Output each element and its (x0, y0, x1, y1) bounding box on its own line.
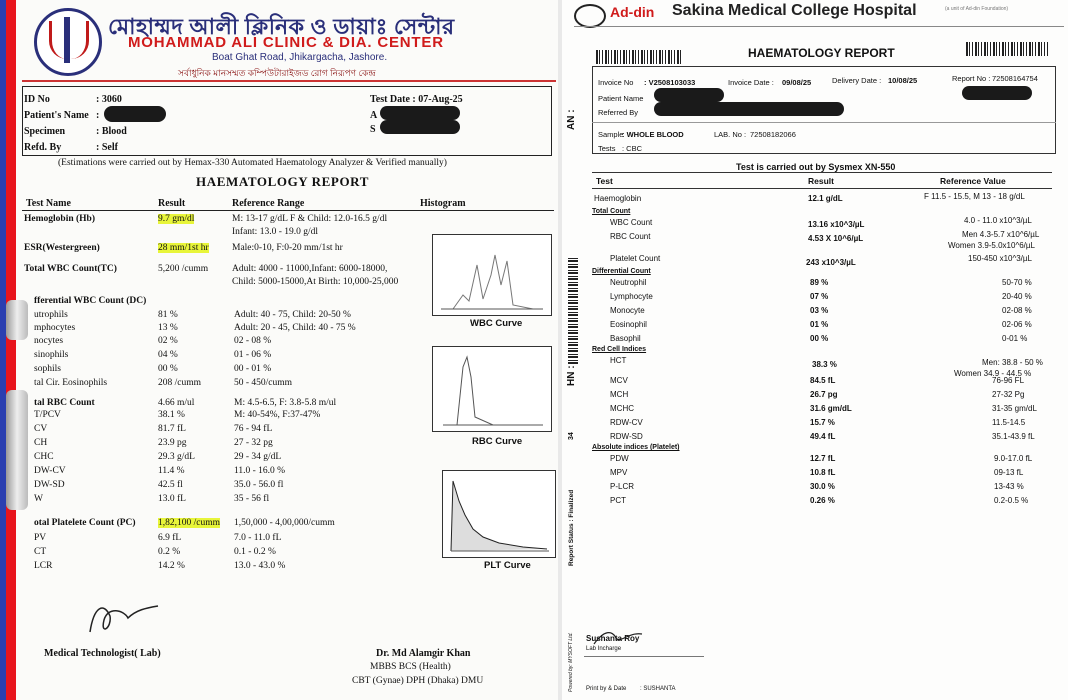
delivery-date: 10/08/25 (888, 76, 918, 85)
rbc-row-3-ref: 27 - 32 pg (234, 438, 273, 448)
rbc-row-7-ref: 35 - 56 fl (234, 494, 270, 504)
barcode-left (596, 50, 682, 64)
ref-rbc-1: Men 4.3-5.7 x10^6/µL (962, 230, 1040, 239)
dc-row-2-name: nocytes (34, 336, 64, 346)
diff-row-4-name: Basophil (610, 334, 641, 343)
patient-label: Patient's Name (24, 110, 89, 121)
redacted-patient-name (654, 88, 724, 102)
doctor-degree-1: MBBS BCS (Health) (370, 662, 451, 672)
plt-row-2-result: 0.2 % (158, 547, 181, 557)
rci-row-1-ref: 27-32 Pg (992, 390, 1025, 399)
dc-row-1-ref: Adult: 20 - 45, Child: 40 - 75 % (234, 323, 356, 333)
refd-label: Refd. By (24, 142, 62, 153)
rbc-histogram (432, 346, 552, 432)
invoice-date-label: Invoice Date : (728, 78, 774, 87)
dc-row-5-result: 208 /cumm (158, 378, 202, 388)
header-reference: Reference Value (940, 176, 1006, 186)
result-esr: 28 mm/1st hr (158, 243, 209, 253)
rci-row-2-ref: 31-35 gm/dL (992, 404, 1037, 413)
section-differential: Differential Count (592, 268, 651, 275)
diff-row-0-result: 89 % (810, 278, 829, 287)
ref-rbc-2: Women 3.9-5.0x10^6/µL (948, 241, 1035, 250)
side-barcode (568, 256, 578, 364)
report-no-label: Report No : (952, 74, 991, 83)
technologist-signature (84, 596, 164, 640)
diff-row-4-ref: 0-01 % (1002, 334, 1028, 343)
ref-hb-1: M: 13-17 g/dL F & Child: 12.0-16.5 g/dl (232, 214, 388, 224)
dc-row-0-result: 81 % (158, 310, 178, 320)
diff-row-2-name: Monocyte (610, 306, 645, 315)
abs-row-0-result: 12.7 fL (810, 454, 836, 463)
rbc-row-1-result: 38.1 % (158, 410, 185, 420)
plt-row-0-ref: 1,50,000 - 4,00,000/cumm (234, 518, 335, 528)
result-hb: 12.1 g/dL (808, 194, 843, 203)
rbc-row-6-name: DW-SD (34, 480, 65, 490)
redacted-patient-id (962, 86, 1032, 100)
plt-row-1-ref: 7.0 - 11.0 fL (234, 533, 282, 543)
diff-row-0-ref: 50-70 % (1002, 278, 1032, 287)
table-rule-top (592, 172, 1052, 173)
test-date: Test Date : 07-Aug-25 (370, 94, 463, 105)
report-no: 72508164754 (992, 74, 1038, 83)
test-name-wbc: Total WBC Count(TC) (24, 264, 117, 274)
printed-by-label: Print by & Date (586, 686, 627, 692)
side-an: AN : (566, 109, 577, 130)
dc-row-3-result: 04 % (158, 350, 178, 360)
info-divider (592, 122, 1056, 123)
tests-value: : CBC (622, 144, 643, 153)
rbc-row-1-name: T/PCV (34, 410, 61, 420)
dc-row-4-name: sophils (34, 364, 61, 374)
dc-row-3-ref: 01 - 06 % (234, 350, 272, 360)
ref-esr: Male:0-10, F:0-20 mm/1st hr (232, 243, 343, 253)
result-wbc: 5,200 /cumm (158, 264, 209, 274)
test-wbc: WBC Count (610, 218, 653, 227)
test-hct: HCT (610, 356, 627, 365)
rbc-row-6-ref: 35.0 - 56.0 fl (234, 480, 284, 490)
hospital-subtitle: (a unit of Ad-din Foundation) (945, 6, 1009, 12)
dc-row-1-name: mphocytes (34, 323, 76, 333)
test-platelet: Platelet Count (610, 254, 661, 263)
side-34: 34 (568, 432, 575, 440)
pen-object (6, 390, 28, 510)
clinic-tagline: সর্বাধুনিক মানসম্মত কম্পিউটারাইজড রোগ নিরূপণ কেন্দ্র (178, 68, 376, 78)
rbc-row-4-name: CHC (34, 452, 54, 462)
rci-row-2-name: MCHC (610, 404, 634, 413)
abs-row-2-ref: 13-43 % (994, 482, 1024, 491)
test-rbc: RBC Count (610, 232, 651, 241)
header-divider (22, 80, 556, 82)
rbc-row-0-ref: M: 4.5-6.5, F: 3.8-5.8 m/ul (234, 398, 337, 408)
abs-row-3-result: 0.26 % (810, 496, 835, 505)
rci-row-2-result: 31.6 gm/dL (810, 404, 852, 413)
rci-row-3-ref: 11.5-14.5 (992, 418, 1026, 427)
header-result: Result (808, 176, 834, 186)
result-platelet: 243 x10^3/µL (806, 258, 856, 267)
plt-row-2-ref: 0.1 - 0.2 % (234, 547, 276, 557)
patient-name-label: Patient Name (598, 94, 644, 103)
diff-row-1-name: Lymphocyte (610, 292, 653, 301)
id-label: ID No (24, 94, 50, 105)
brand-name: Ad-din (610, 4, 655, 20)
plt-row-3-ref: 13.0 - 43.0 % (234, 561, 286, 571)
addin-logo-icon (574, 4, 606, 28)
ref-wbc-2: Child: 5000-15000,At Birth: 10,000-25,000 (232, 277, 399, 287)
header-reference: Reference Range (232, 198, 305, 209)
result-hct: 38.3 % (812, 360, 837, 369)
doctor-degree-2: CBT (Gynae) DPH (Dhaka) DMU (352, 676, 484, 686)
diff-row-4-result: 00 % (810, 334, 829, 343)
rbc-row-7-name: W (34, 494, 43, 504)
dc-row-1-result: 13 % (158, 323, 178, 333)
diff-row-1-ref: 20-40 % (1002, 292, 1032, 301)
header-histogram: Histogram (420, 198, 466, 209)
delivery-date-label: Delivery Date : (832, 76, 882, 85)
dc-row-3-name: sinophils (34, 350, 69, 360)
side-hn: HN : (566, 365, 577, 386)
ref-hct-1: Men: 38.8 - 50 % (982, 358, 1043, 367)
rbc-row-3-name: CH (34, 438, 48, 448)
abs-row-3-ref: 0.2-0.5 % (994, 496, 1029, 505)
abs-row-0-ref: 9.0-17.0 fL (994, 454, 1033, 463)
rbc-row-5-ref: 11.0 - 16.0 % (234, 466, 286, 476)
rbc-row-1-ref: M: 40-54%, F:37-47% (234, 410, 321, 420)
age-fragment: A (370, 110, 378, 121)
abs-row-1-name: MPV (610, 468, 628, 477)
side-report-status: Report Status : Finalized (568, 489, 575, 566)
abs-row-2-name: P-LCR (610, 482, 635, 491)
header-rule (22, 210, 554, 211)
test-name-esr: ESR(Westergreen) (24, 243, 100, 253)
plt-row-3-name: LCR (34, 561, 53, 571)
rci-row-4-ref: 35.1-43.9 fL (992, 432, 1035, 441)
abs-row-3-name: PCT (610, 496, 626, 505)
result-hb: 9.7 gm/dl (158, 214, 195, 224)
hospital-name: Sakina Medical College Hospital (672, 2, 917, 19)
rbc-row-4-ref: 29 - 34 g/dL (234, 452, 282, 462)
rci-row-1-name: MCH (610, 390, 629, 399)
rci-row-0-result: 84.5 fL (810, 376, 836, 385)
plt-row-0-result: 1,82,100 /cumm (158, 518, 221, 528)
specimen-value: : Blood (96, 126, 127, 137)
test-hb: Haemoglobin (594, 194, 642, 203)
header-test-name: Test Name (26, 198, 71, 209)
section-absolute: Absolute indices (Platelet) (592, 444, 680, 451)
dc-row-2-ref: 02 - 08 % (234, 336, 272, 346)
rci-row-0-name: MCV (610, 376, 628, 385)
rci-row-4-name: RDW-SD (610, 432, 643, 441)
estimation-note: (Estimations were carried out by Hemax-330 Automated Haematology Analyzer & Verified manually) (58, 158, 447, 168)
abs-row-0-name: PDW (610, 454, 629, 463)
rbc-row-2-ref: 76 - 94 fL (234, 424, 273, 434)
rbc-row-0-result: 4.66 m/ul (158, 398, 195, 408)
rbc-row-2-result: 81.7 fL (158, 424, 186, 434)
clinic-name-bangla: মোহাম্মদ আলী ক্লিনিক ও ডায়াঃ সেন্টার (108, 14, 455, 39)
diff-row-3-ref: 02-06 % (1002, 320, 1032, 329)
report-title: HAEMATOLOGY REPORT (196, 174, 369, 189)
test-name-hb: Hemoglobin (Hb) (24, 214, 95, 224)
printed-by-value: : SUSHANTA (640, 686, 676, 692)
rbc-row-4-result: 29.3 g/dL (158, 452, 195, 462)
dc-row-5-ref: 50 - 450/cumm (234, 378, 293, 388)
header-result: Result (158, 198, 186, 209)
header-rule (574, 26, 1064, 27)
table-rule-bottom (592, 188, 1052, 189)
wbc-histogram (432, 234, 552, 316)
rbc-row-7-result: 13.0 fL (158, 494, 186, 504)
plt-curve-label: PLT Curve (484, 560, 531, 571)
patient-colon: : (96, 110, 100, 121)
sex-fragment: S (370, 124, 376, 135)
rbc-curve-graphic (433, 347, 551, 431)
abs-row-1-ref: 09-13 fL (994, 468, 1024, 477)
plt-row-2-name: CT (34, 547, 47, 557)
section-red-cell: Red Cell Indices (592, 346, 647, 353)
signer-name: Sushanta Roy (586, 634, 640, 643)
dc-section-title: fferential WBC Count (DC) (34, 296, 147, 306)
result-wbc: 13.16 x10^3/µL (808, 220, 865, 229)
dc-row-2-result: 02 % (158, 336, 178, 346)
clinic-logo (34, 8, 102, 76)
ref-hct-2: Women 34.9 - 44.5 % (954, 369, 1032, 378)
report-title: HAEMATOLOGY REPORT (748, 46, 895, 60)
pen-object (6, 300, 28, 340)
redacted-age (380, 106, 460, 120)
invoice-date: 09/08/25 (782, 78, 812, 87)
rbc-row-6-result: 42.5 fl (158, 480, 183, 490)
diff-row-0-name: Neutrophil (610, 278, 647, 287)
invoice-no: : V2508103033 (644, 78, 696, 87)
side-powered-by: Powered by: MYSOFT Ltd. (568, 632, 574, 692)
ref-wbc: 4.0 - 11.0 x10^3/µL (964, 216, 1032, 225)
redacted-patient-name (104, 106, 166, 122)
ref-hb-2: Infant: 13.0 - 19.0 g/dl (232, 227, 319, 237)
refd-value: : Self (96, 142, 118, 153)
id-value: : 3060 (96, 94, 122, 105)
barcode-right (966, 42, 1048, 56)
rbc-curve-label: RBC Curve (472, 436, 523, 447)
dc-row-4-ref: 00 - 01 % (234, 364, 272, 374)
diff-row-3-name: Eosinophil (610, 320, 647, 329)
diff-row-3-result: 01 % (810, 320, 829, 329)
rci-row-3-result: 15.7 % (810, 418, 835, 427)
specimen-label: Specimen (24, 126, 66, 137)
wbc-curve-label: WBC Curve (470, 318, 523, 329)
ref-hb: F 11.5 - 15.5, M 13 - 18 g/dL (924, 192, 1025, 201)
plt-row-3-result: 14.2 % (158, 561, 185, 571)
plt-curve-graphic (443, 471, 555, 557)
clinic-name: MOHAMMAD ALI CLINIC & DIA. CENTER (128, 34, 444, 51)
dc-row-0-name: utrophils (34, 310, 68, 320)
lab-no-label: LAB. No : (714, 130, 747, 139)
ref-wbc-1: Adult: 4000 - 11000,Infant: 6000-18000, (232, 264, 388, 274)
referred-label: Referred By (598, 108, 639, 117)
clinic-address: Boat Ghat Road, Jhikargacha, Jashore. (212, 52, 388, 63)
rbc-row-0-name: tal RBC Count (34, 398, 95, 408)
tests-label: Tests (598, 144, 616, 153)
blue-page-edge (0, 0, 6, 700)
plt-row-1-result: 6.9 fL (158, 533, 182, 543)
rbc-row-3-result: 23.9 pg (158, 438, 187, 448)
rbc-row-5-result: 11.4 % (158, 466, 185, 476)
wbc-curve-graphic (433, 235, 551, 315)
diff-row-2-ref: 02-08 % (1002, 306, 1032, 315)
ref-platelet: 150-450 x10^3/µL (968, 254, 1032, 263)
plt-row-1-name: PV (34, 533, 47, 543)
analyzer-note: Test is carried out by Sysmex XN-550 (736, 162, 896, 172)
invoice-no-label: Invoice No (598, 78, 634, 87)
signer-rule (584, 656, 704, 657)
redacted-referrer (654, 102, 844, 116)
section-total-count: Total Count (592, 208, 631, 215)
rci-row-3-name: RDW-CV (610, 418, 643, 427)
sample-label: Sample (598, 130, 624, 139)
plt-row-0-name: otal Platelete Count (PC) (34, 518, 136, 528)
rci-row-0-ref: 76-96 FL (992, 376, 1025, 385)
dc-row-4-result: 00 % (158, 364, 178, 374)
plt-histogram (442, 470, 556, 558)
right-lab-report (562, 0, 1068, 700)
abs-row-1-result: 10.8 fL (810, 468, 836, 477)
dc-row-0-ref: Adult: 40 - 75, Child: 20-50 % (234, 310, 351, 320)
technologist-label: Medical Technologist( Lab) (44, 648, 161, 659)
header-test: Test (596, 176, 613, 186)
rbc-row-5-name: DW-CV (34, 466, 66, 476)
doctor-name: Dr. Md Alamgir Khan (376, 648, 471, 659)
diff-row-1-result: 07 % (810, 292, 829, 301)
result-rbc: 4.53 X 10^6/µL (808, 234, 864, 243)
lab-no: 72508182066 (750, 130, 796, 139)
rbc-row-2-name: CV (34, 424, 48, 434)
signer-role: Lab Incharge (586, 646, 622, 652)
redacted-sex (380, 120, 460, 134)
diff-row-2-result: 03 % (810, 306, 829, 315)
rci-row-1-result: 26.7 pg (810, 390, 838, 399)
abs-row-2-result: 30.0 % (810, 482, 835, 491)
dc-row-5-name: tal Cir. Eosinophils (34, 378, 108, 388)
rci-row-4-result: 49.4 fL (810, 432, 836, 441)
sample-value: : WHOLE BLOOD (622, 130, 684, 139)
